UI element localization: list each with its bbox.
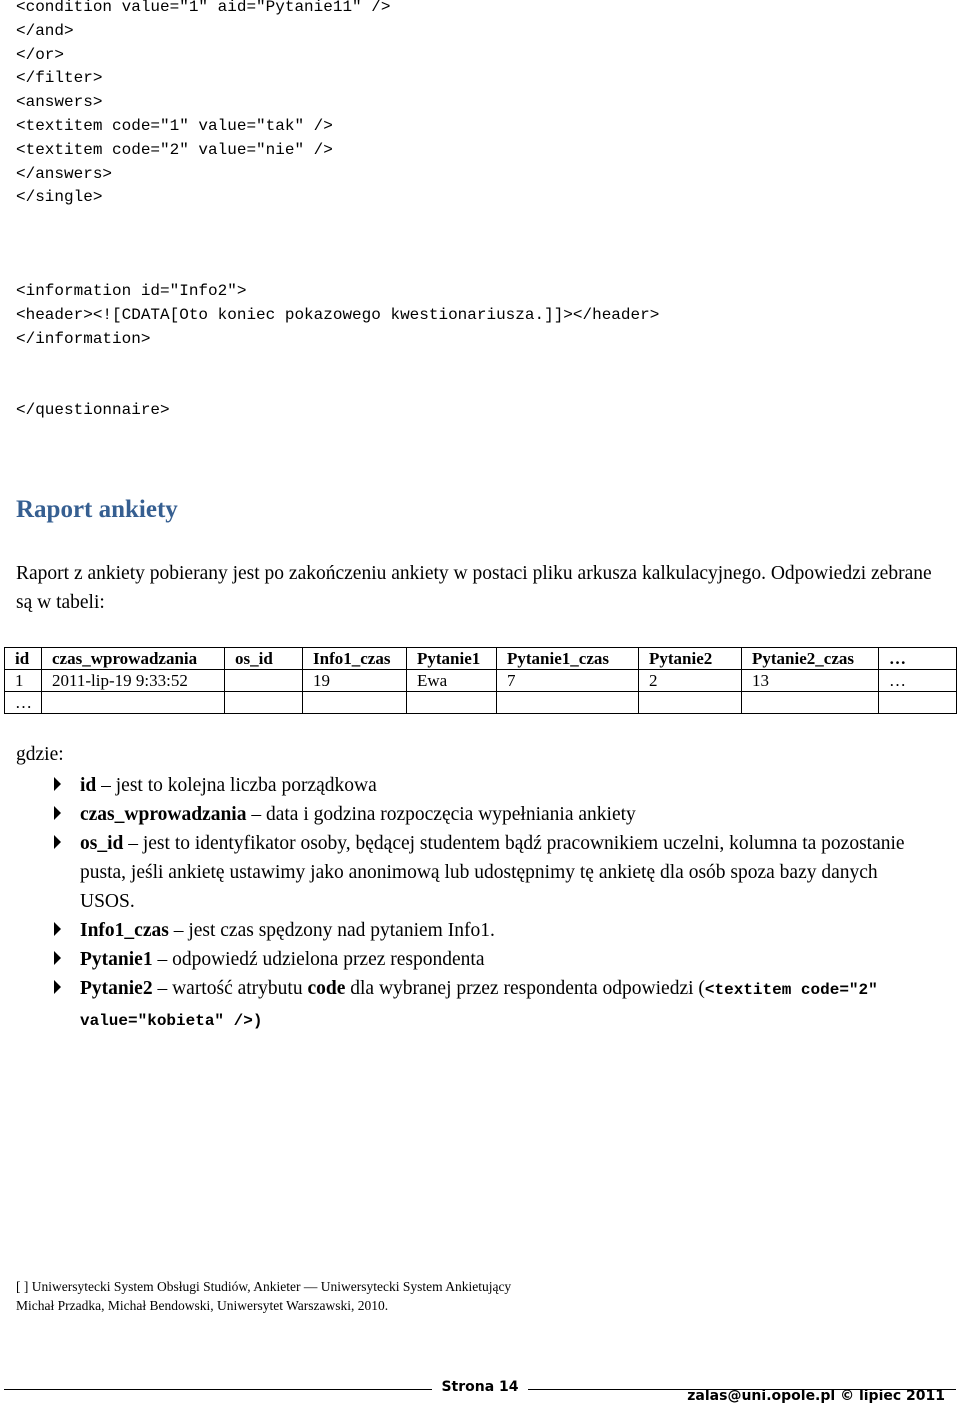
code-line: </filter> — [16, 69, 103, 88]
table-header-row — [5, 648, 957, 670]
table-cell: … — [879, 670, 957, 692]
table-cell: … — [5, 692, 42, 714]
results-table — [4, 647, 957, 714]
table-cell: 7 — [497, 670, 639, 692]
table-header-cell: Pytanie2_czas — [742, 648, 879, 670]
table-cell — [639, 692, 742, 714]
table-cell — [879, 692, 957, 714]
code-line: <condition value="1" aid="Pytanie11" /> — [16, 0, 391, 16]
table-cell — [497, 692, 639, 714]
table-cell — [303, 692, 407, 714]
table-header-cell: … — [879, 648, 957, 670]
table-cell — [407, 692, 497, 714]
code-line: </information> — [16, 329, 151, 348]
code-line: </questionnaire> — [16, 401, 170, 419]
legend-text: – odpowiedź udzielona przez respondenta — [152, 949, 485, 970]
table-row — [5, 692, 957, 714]
list-item — [80, 829, 920, 916]
table-cell: 1 — [5, 670, 42, 692]
list-item — [80, 771, 920, 800]
legend-term: id — [80, 775, 97, 796]
code-line: </and> — [16, 21, 74, 40]
triangle-bullet-icon — [54, 980, 61, 994]
table-cell — [225, 692, 303, 714]
table-cell — [42, 692, 225, 714]
xml-code-block-2 — [16, 280, 659, 351]
code-line: <textitem code="1" value="tak" /> — [16, 116, 333, 135]
legend-text: – jest to identyfikator osoby, będącej studentem bądź pracownikiem uczelni, kolumna ta pozostanie pusta, jeśli ankietę ustawimy jako anonimową lub udostępnimy tę ankietę dla osób spoza bazy danych USOS. — [80, 833, 905, 912]
table-header-cell: os_id — [225, 648, 303, 670]
triangle-bullet-icon — [54, 777, 61, 791]
legend-text: – jest czas spędzony nad pytaniem Info1. — [168, 920, 495, 941]
table-header-cell: Pytanie1_czas — [497, 648, 639, 670]
footer-divider — [4, 1389, 432, 1390]
xml-code-block-1 — [16, 0, 390, 210]
legend-term: Pytanie1 — [80, 949, 153, 970]
table-cell — [742, 692, 879, 714]
legend-term: Pytanie2 — [80, 978, 153, 999]
footnote-line: Michał Przadka, Michał Bendowski, Uniwersytet Warszawski, 2010. — [16, 1298, 389, 1313]
code-line: <information id="Info2"> — [16, 282, 247, 300]
table-cell: 2011-lip-19 9:33:52 — [42, 670, 225, 692]
code-line: <answers> — [16, 93, 103, 112]
triangle-bullet-icon — [54, 806, 61, 820]
table-header-cell: Pytanie2 — [639, 648, 742, 670]
legend-term: czas_wprowadzania — [80, 804, 247, 825]
table-header-cell: Pytanie1 — [407, 648, 497, 670]
triangle-bullet-icon — [54, 835, 61, 849]
table-cell: 13 — [742, 670, 879, 692]
triangle-bullet-icon — [54, 922, 61, 936]
table-header-cell: id — [5, 648, 42, 670]
footnote — [16, 1277, 511, 1315]
list-item — [80, 800, 920, 829]
code-line: </or> — [16, 45, 65, 64]
legend-text: – jest to kolejna liczba porządkowa — [96, 775, 377, 796]
legend-term: Info1_czas — [80, 920, 169, 941]
footnote-line: [ ] Uniwersytecki System Obsługi Studiów, Ankieter — Uniwersytecki System Ankietujący — [16, 1279, 512, 1294]
section-heading: Raport ankiety — [16, 496, 178, 523]
legend-text: – data i godzina rozpoczęcia wypełniania ankiety — [246, 804, 636, 825]
table-row — [5, 670, 957, 692]
legend-term-code: code — [307, 978, 346, 999]
table-header-cell: Info1_czas — [303, 648, 407, 670]
legend-term: os_id — [80, 833, 124, 854]
intro-paragraph: Raport z ankiety pobierany jest po zakończeniu ankiety w postaci pliku arkusza kalkulacyjnego. Odpowiedzi zebrane są w tabeli: — [16, 563, 932, 613]
legend-code-snippet: <textitem code="2" value="kobieta" />) — [80, 981, 878, 1030]
table-cell: 19 — [303, 670, 407, 692]
table-cell: Ewa — [407, 670, 497, 692]
table-cell — [225, 670, 303, 692]
list-item — [80, 916, 920, 945]
legend-text: dla wybranej przez respondenta odpowiedzi ( — [345, 978, 705, 999]
footer-contact: zalas@uni.opole.pl © lipiec 2011 — [687, 1388, 945, 1404]
code-line: </answers> — [16, 164, 113, 183]
code-line: <header><![CDATA[Oto koniec pokazowego kwestionariusza.]]></header> — [16, 305, 660, 324]
legend-intro: gdzie: — [16, 744, 64, 765]
table-cell: 2 — [639, 670, 742, 692]
code-line: <textitem code="2" value="nie" /> — [16, 140, 333, 159]
table-header-cell: czas_wprowadzania — [42, 648, 225, 670]
code-line: </single> — [16, 188, 103, 207]
page-number: Strona 14 — [441, 1379, 519, 1395]
legend-list — [80, 771, 920, 1036]
list-item — [80, 974, 920, 1036]
legend-text: – wartość atrybutu — [152, 978, 308, 999]
xml-code-block-3 — [16, 399, 170, 423]
list-item — [80, 945, 920, 974]
triangle-bullet-icon — [54, 951, 61, 965]
